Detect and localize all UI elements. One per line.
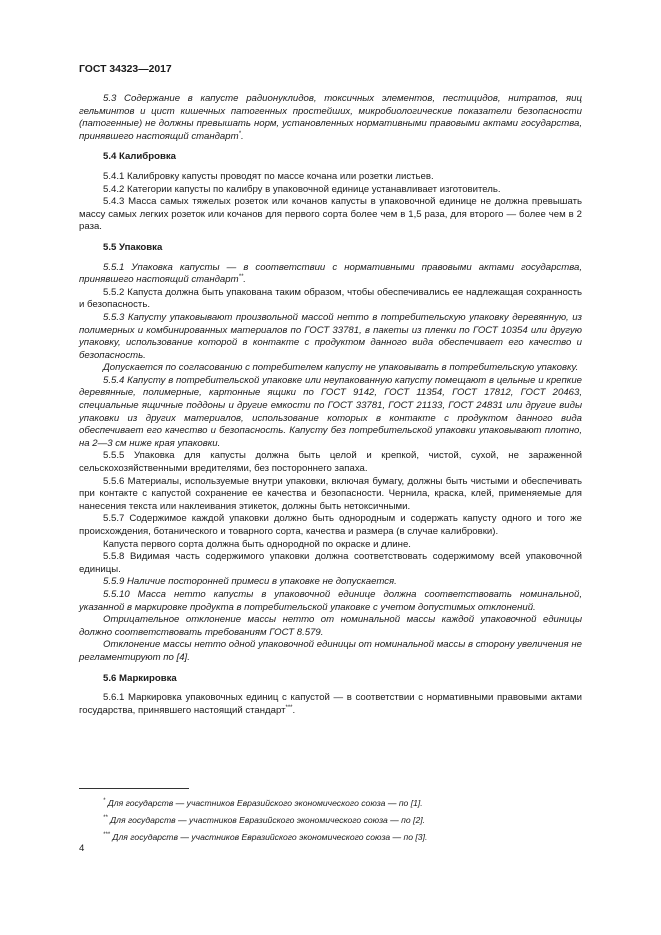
footnote-1: * Для государств — участников Евразийского экономического союза — по [1]. [103,798,423,808]
paragraph-5-3: 5.3 Содержание в капусте радионуклидов, токсичных элементов, пестицидов, нитратов, яиц гельминтов и цист кишечных патогенных простейших, микробиологические показатели безопасности (патогенные) не должны превышать норм, установленных нормативными правовыми актами государства, принявшего настоящий стандарт*. [79,93,582,142]
paragraph-5-5-1: 5.5.1 Упаковка капусты — в соответствии с нормативными правовыми актами государства, принявшего настоящий стандарт**. [79,261,582,286]
document-code: ГОСТ 34323—2017 [79,64,172,75]
footnote-3: *** Для государств — участников Евразийского экономического союза — по [3]. [103,832,428,842]
paragraph-5-4-2: 5.4.2 Категории капусты по калибру в упаковочной единице устанавливает изготовитель. [103,183,501,195]
section-heading-5-5: 5.5 Упаковка [103,241,163,253]
footnote-divider [79,788,189,789]
section-heading-5-4: 5.4 Калибровка [103,151,176,163]
footnotes [79,795,582,846]
footnote-ref: *** [285,704,293,711]
paragraph-5-5-5: 5.5.5 Упаковка для капусты должна быть целой и крепкой, чистой, сухой, не зараженной сельскохозяйственными вредителями, без постороннего запаха. [79,450,582,475]
paragraph-5-5-2: 5.5.2 Капуста должна быть упакована таким образом, чтобы обеспечивались ее надлежащая сохранность и безопасность. [79,286,582,311]
paragraph-5-6-1: 5.6.1 Маркировка упаковочных единиц с капустой — в соответствии с нормативными правовыми актами государства, принявшего настоящий стандарт***. [79,692,582,716]
paragraph-5-4-1: 5.4.1 Калибровку капусты проводят по массе кочана или розетки листьев. [103,170,434,182]
document-body [79,93,582,717]
paragraph-5-5-7-note: Капуста первого сорта должна быть однородной по окраске и длине. [103,538,411,550]
section-heading-5-6: 5.6 Маркировка [103,672,177,684]
paragraph-5-5-3: 5.5.3 Капусту упаковывают произвольной массой нетто в потребительскую упаковку деревянную, из полимерных и комбинированных материалов по ГОСТ 33781, в пакеты из пленки по ГОСТ 10354 или другую упаковку, использование которой в контакте с продуктом данного вида обеспечивает его качество и безопасность. [79,311,582,361]
paragraph-5-5-7: 5.5.7 Содержимое каждой упаковки должно быть однородным и содержать капусту одного и того же происхождения, ботанического и товарного сорта, качества и размера (в случае калибровки). [79,513,582,537]
page-number: 4 [79,843,85,854]
paragraph-5-5-10: 5.5.10 Масса нетто капусты в упаковочной единице должна соответствовать номинальной, указанной в маркировке продукта в потребительской упаковке с учетом допустимых отклонений. [79,588,582,613]
paragraph-5-5-6: 5.5.6 Материалы, используемые внутри упаковки, включая бумагу, должны быть чистыми и обеспечивать при контакте с капустой сохранение ее качества и безопасности. Чернила, краска, клей, применяемые для нанесения текста или наклеивания этикеток, должны быть нетоксичными. [79,475,582,512]
paragraph-5-5-9: 5.5.9 Наличие посторонней примеси в упаковке не допускается. [103,576,397,588]
paragraph-5-4-3: 5.4.3 Масса самых тяжелых розеток или кочанов капусты в упаковочной единице не должна превышать массу самых легких розеток или кочанов для первого сорта более чем в 1,5 раза, для второго — более чем в 2 раза. [79,196,582,233]
paragraph-5-5-3-note: Допускается по согласованию с потребителем капусту не упаковывать в потребительскую упаковку. [103,362,579,374]
footnote-ref: * [238,130,241,137]
footnote-2: ** Для государств — участников Евразийского экономического союза — по [2]. [103,815,425,825]
footnote-ref: ** [238,274,244,281]
paragraph-5-5-4: 5.5.4 Капусту в потребительской упаковке или неупакованную капусту помещают в цельные и крепкие деревянные, полимерные, картонные ящики по ГОСТ 9142, ГОСТ 11354, ГОСТ 17812, ГОСТ 20463, специальные ящичные поддоны и другие емкости по ГОСТ 33781, ГОСТ 21133, ГОСТ 24831 или другие виды упаковки из других материалов, использование которых в контакте с продуктом данного вида обеспечивает его качество и безопасность. Капусту без потребительской упаковки упаковывают плотно, на 2—3 см ниже края упаковки. [79,374,582,449]
paragraph-5-5-10-positive: Отклонение массы нетто одной упаковочной единицы от номинальной массы в сторону увеличения не регламентируют по [4]. [79,639,582,663]
paragraph-5-5-8: 5.5.8 Видимая часть содержимого упаковки должна соответствовать содержимому всей упаковочной единицы. [79,551,582,575]
paragraph-5-5-10-negative: Отрицательное отклонение массы нетто от номинальной массы каждой упаковочной единицы должно соответствовать требованиям ГОСТ 8.579. [79,614,582,638]
